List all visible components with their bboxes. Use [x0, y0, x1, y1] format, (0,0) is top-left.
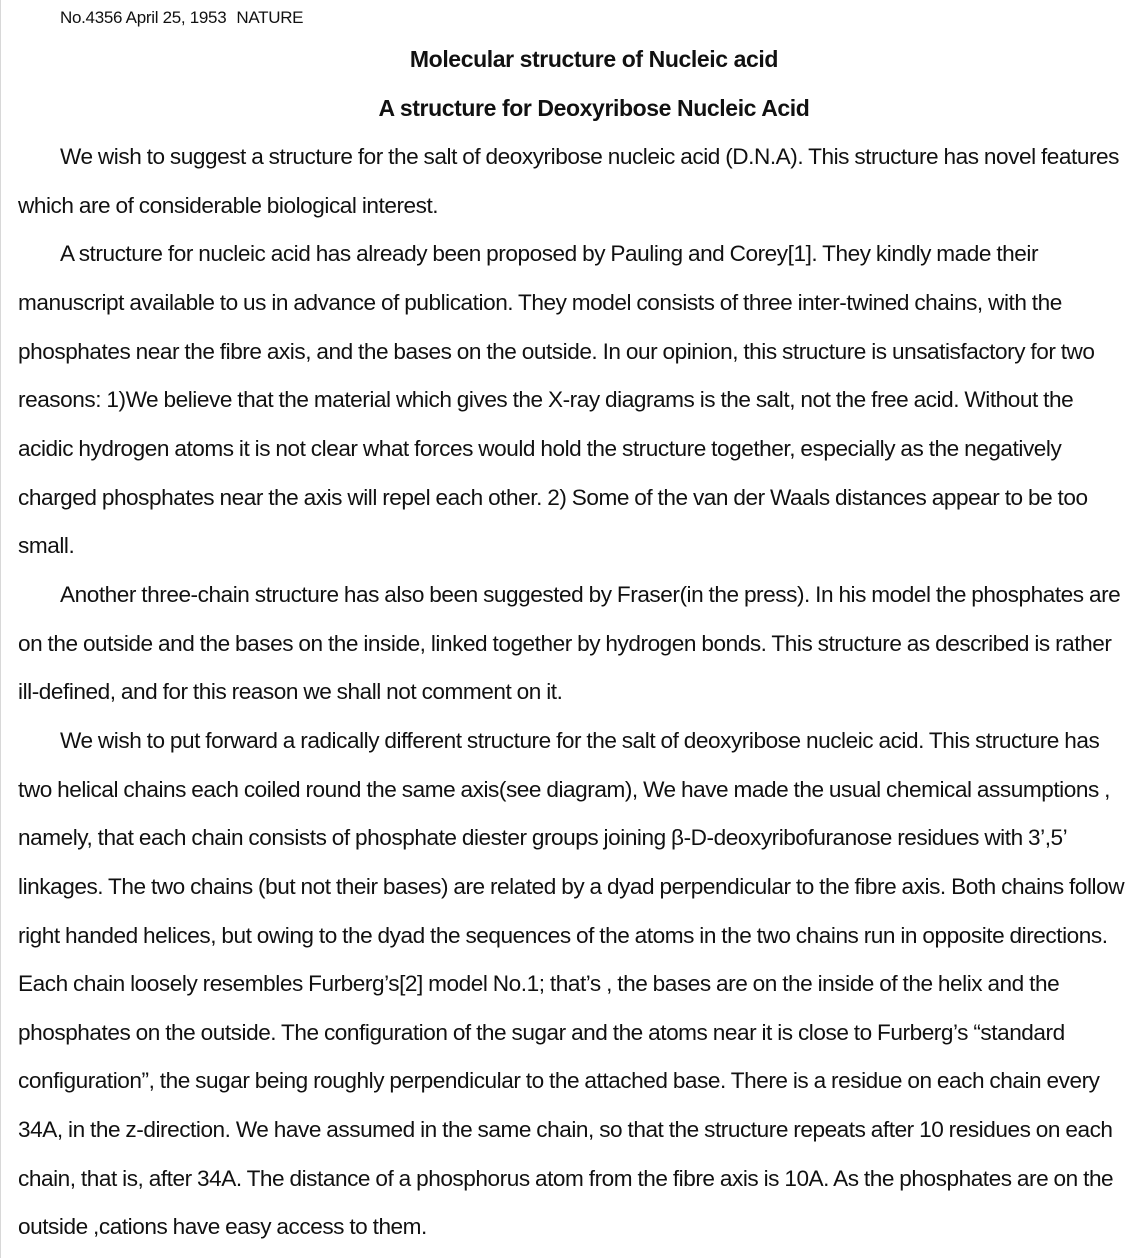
paragraph: We wish to put forward a radically different structure for the salt of deoxyribose nucleic acid. This structure has two helical chains each coiled round the same axis(see diagram), We have made the usual chemical assumptions , namely, that each chain consists of phosphate diester groups joining β-D-deoxyribofuranose residues with 3’,5’ linkages. The two chains (but not their bases) are related by a dyad perpendicular to the fibre axis. Both chains follow right handed helices, but owing to the dyad the sequences of the atoms in the two chains run in opposite directions. Each chain loosely resembles Furberg’s[2] model No.1; that’s , the bases are on the inside of the helix and the phosphates on the outside. The configuration of the sugar and the atoms near it is close to Furberg’s “standard configuration”, the sugar being roughly perpendicular to the attached base. There is a residue on each chain every 34A, in the z-direction. We have assumed in the same chain, so that the structure repeats after 10 residues on each chain, that is, after 34A. The distance of a phosphorus atom from the fibre axis is 10A. As the phosphates are on the outside ,cations have easy access to them. — [18, 727, 1125, 1240]
paragraph: We wish to suggest a structure for the salt of deoxyribose nucleic acid (D.N.A). This structure has novel features which are of considerable biological interest. — [18, 144, 1120, 218]
issue-info: No.4356 April 25, 1953 — [60, 8, 227, 27]
main-title: Molecular structure of Nucleic acid — [409, 46, 779, 72]
journal-name: NATURE — [236, 8, 304, 27]
paragraph: Another three-chain structure has also been suggested by Fraser(in the press). In his model the phosphates are on the outside and the bases on the inside, linked together by hydrogen bonds. This structure as described is rather ill-defined, and for this reason we shall not comment on it. — [18, 581, 1121, 705]
article-body — [18, 133, 1126, 1252]
paragraph: A structure for nucleic acid has already been proposed by Pauling and Corey[1]. They kindly made their manuscript available to us in advance of publication. They model consists of three inter-twined chains, with the phosphates near the fibre axis, and the bases on the outside. In our opinion, this structure is unsatisfactory for two reasons: 1)We believe that the material which gives the X-ray diagrams is the salt, not the free acid. Without the acidic hydrogen atoms it is not clear what forces would hold the structure together, especially as the negatively charged phosphates near the axis will repel each other. 2) Some of the van der Waals distances appear to be too small. — [18, 241, 1095, 559]
sub-title: A structure for Deoxyribose Nucleic Acid — [378, 95, 810, 121]
page-header — [60, 8, 303, 28]
